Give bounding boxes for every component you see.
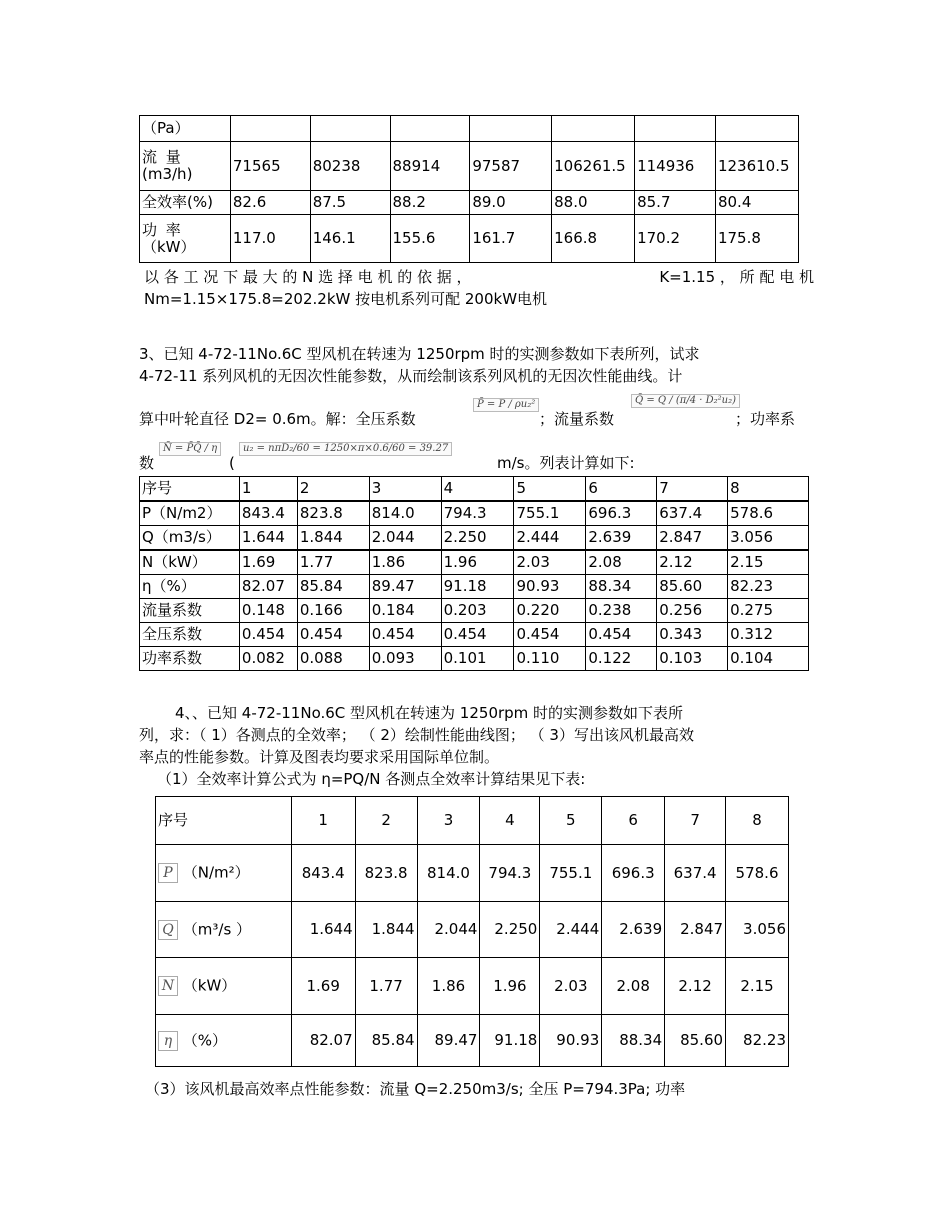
table-cell: 88.2: [390, 191, 470, 215]
para-line: 4-72-11 系列风机的无因次性能参数，从而绘制该系列风机的无因次性能曲线。计: [139, 367, 683, 385]
table-cell: 71565: [230, 142, 310, 191]
table-row: [140, 116, 799, 142]
table-cell: 2.03: [540, 958, 602, 1015]
table-cell: 82.23: [726, 1015, 789, 1067]
motor-selection-paragraph: [144, 266, 814, 310]
table-cell: 794.3: [480, 845, 540, 902]
table-cell: 0.238: [586, 599, 657, 623]
row-label: η（%）: [140, 575, 240, 599]
table-cell: 106261.5: [552, 142, 635, 191]
para-line: 率点的性能参数。计算及图表均要求采用国际单位制。: [139, 748, 500, 766]
table-cell: 155.6: [390, 215, 470, 263]
table-cell: 0.454: [297, 623, 369, 647]
table-cell: 1.77: [297, 550, 369, 575]
table-cell: 170.2: [635, 215, 716, 263]
table-cell: 161.7: [470, 215, 552, 263]
row-label: Q（m3/s）: [140, 526, 240, 551]
pressure-symbol-icon: P: [158, 863, 178, 883]
table-row: [140, 215, 799, 263]
table-cell: 2.847: [665, 902, 726, 958]
table-cell: 2.250: [480, 902, 540, 958]
table-cell: 0.220: [514, 599, 586, 623]
table-cell: 0.166: [297, 599, 369, 623]
table-cell: 88.34: [586, 575, 657, 599]
table-cell: 0.088: [297, 647, 369, 671]
table-cell: 80238: [310, 142, 390, 191]
problem-3-formula-line-1: [139, 395, 819, 438]
table-cell: [635, 116, 716, 142]
table-cell: 80.4: [715, 191, 798, 215]
table-row: [140, 647, 809, 671]
table-cell: [230, 116, 310, 142]
row-label: （Pa）: [140, 116, 231, 142]
problem-3-formula-line-2: [139, 443, 819, 476]
para-text: ；功率系: [735, 410, 796, 428]
para-text: 以 各 工 况 下 最 大 的 N 选 择 电 机 的 依 据 ，: [144, 268, 472, 286]
table-cell: 2.08: [586, 550, 657, 575]
row-label: N（kW）: [140, 550, 240, 575]
table-cell: 1.644: [239, 526, 297, 551]
table-cell: 85.84: [297, 575, 369, 599]
table-cell: 2.044: [417, 902, 480, 958]
unit-label: （m³/s ）: [182, 920, 252, 938]
para-text: K=1.15 ， 所 配 电 机: [659, 268, 814, 286]
table-cell: 2.12: [665, 958, 726, 1015]
para-line: 列，求：（ 1）各测点的全效率； （ 2）绘制性能曲线图； （ 3）写出该风机最高效: [139, 726, 694, 744]
table-row: [156, 1015, 789, 1067]
table-header: 4: [480, 797, 540, 845]
table-cell: 89.47: [417, 1015, 480, 1067]
tip-speed-formula: u₂ = nπD₂/60 = 1250×π×0.6/60 = 39.27: [239, 442, 452, 456]
motor-table: [139, 115, 799, 263]
table-cell: 0.110: [514, 647, 586, 671]
table-row: [140, 142, 799, 191]
table-cell: 794.3: [441, 501, 514, 526]
table-header: 5: [540, 797, 602, 845]
row-label: [140, 215, 231, 263]
table-cell: 2.08: [602, 958, 665, 1015]
table-cell: 696.3: [602, 845, 665, 902]
table-cell: 843.4: [239, 501, 297, 526]
table-cell: 97587: [470, 142, 552, 191]
table-cell: 0.454: [369, 623, 441, 647]
table-cell: 3.056: [726, 902, 789, 958]
row-label: 流量系数: [140, 599, 240, 623]
table-cell: 0.454: [586, 623, 657, 647]
row-label: [156, 958, 292, 1015]
table-cell: 0.454: [441, 623, 514, 647]
table-cell: 0.184: [369, 599, 441, 623]
table-cell: 637.4: [657, 501, 728, 526]
row-label: 全压系数: [140, 623, 240, 647]
table-header-row: [140, 477, 809, 502]
row-label: [156, 902, 292, 958]
table-cell: 89.47: [369, 575, 441, 599]
table-cell: 114936: [635, 142, 716, 191]
table-cell: 1.644: [291, 902, 355, 958]
table-cell: 1.86: [369, 550, 441, 575]
table-cell: 1.77: [355, 958, 417, 1015]
table-cell: 87.5: [310, 191, 390, 215]
row-label: [140, 142, 231, 191]
table-row: [156, 845, 789, 902]
table-cell: 637.4: [665, 845, 726, 902]
para-line: Nm=1.15×175.8=202.2kW 按电机系列可配 200kW电机: [144, 290, 548, 308]
unit-label: （kW）: [182, 976, 237, 995]
table-cell: 2.847: [657, 526, 728, 551]
table-row: [156, 902, 789, 958]
para-line: [144, 266, 814, 288]
table-cell: 0.101: [441, 647, 514, 671]
table-cell: 755.1: [514, 501, 586, 526]
row-label: 功率系数: [140, 647, 240, 671]
table-cell: 85.60: [665, 1015, 726, 1067]
table-cell: 166.8: [552, 215, 635, 263]
para-line: （1）全效率计算公式为 η=PQ/N 各测点全效率计算结果见下表:: [157, 770, 586, 788]
table-cell: 90.93: [514, 575, 586, 599]
table-header: 7: [657, 477, 728, 502]
table-cell: 823.8: [297, 501, 369, 526]
table-header: 3: [417, 797, 480, 845]
table-header: 5: [514, 477, 586, 502]
table-cell: 0.454: [239, 623, 297, 647]
table-row: [140, 191, 799, 215]
power-coefficient-formula: N̄ = P̄Q̄ / η: [159, 442, 221, 456]
table-cell: 1.69: [291, 958, 355, 1015]
table-row: [140, 599, 809, 623]
table-cell: 89.0: [470, 191, 552, 215]
efficiency-table: [155, 796, 789, 1067]
para-text: 数: [139, 454, 155, 472]
para-line: 4、、已知 4-72-11No.6C 型风机在转速为 1250rpm 时的实测参数如下表所: [175, 704, 684, 722]
table-cell: 85.60: [657, 575, 728, 599]
table-header: 序号: [156, 797, 292, 845]
table-cell: [715, 116, 798, 142]
table-cell: 2.12: [657, 550, 728, 575]
table-row: [140, 501, 809, 526]
dimensionless-table: [139, 476, 809, 671]
table-header: 4: [441, 477, 514, 502]
table-header: 序号: [140, 477, 240, 502]
table-header: 2: [297, 477, 369, 502]
table-cell: 696.3: [586, 501, 657, 526]
table-cell: 2.03: [514, 550, 586, 575]
table-cell: 2.639: [602, 902, 665, 958]
table-header: 8: [726, 797, 789, 845]
pressure-coefficient-formula: P̄ = P / ρu₂²: [473, 398, 539, 412]
table-cell: 1.844: [297, 526, 369, 551]
table-cell: 2.250: [441, 526, 514, 551]
table-cell: 88.0: [552, 191, 635, 215]
table-cell: 3.056: [728, 526, 809, 551]
table-cell: 175.8: [715, 215, 798, 263]
label-line: （kW）: [142, 237, 196, 256]
table-cell: 82.07: [239, 575, 297, 599]
table-header: 2: [355, 797, 417, 845]
table-cell: 0.343: [657, 623, 728, 647]
table-cell: 1.69: [239, 550, 297, 575]
table-row: [140, 623, 809, 647]
row-label: [156, 845, 292, 902]
table-header: 1: [291, 797, 355, 845]
table-cell: 2.444: [514, 526, 586, 551]
table-cell: 85.7: [635, 191, 716, 215]
table-cell: 88.34: [602, 1015, 665, 1067]
table-cell: 578.6: [728, 501, 809, 526]
table-cell: 91.18: [480, 1015, 540, 1067]
best-efficiency-summary: （3）该风机最高效率点性能参数：流量 Q=2.250m3/s; 全压 P=794.3Pa; 功率: [145, 1080, 686, 1098]
row-label: 全效率(%): [140, 191, 231, 215]
table-cell: 843.4: [291, 845, 355, 902]
table-cell: [552, 116, 635, 142]
table-cell: 0.275: [728, 599, 809, 623]
table-header: 1: [239, 477, 297, 502]
table-cell: 2.444: [540, 902, 602, 958]
table-cell: 90.93: [540, 1015, 602, 1067]
table-cell: 123610.5: [715, 142, 798, 191]
flow-symbol-icon: Q: [158, 920, 178, 940]
table-cell: 82.23: [728, 575, 809, 599]
para-text: 算中叶轮直径 D2= 0.6m。解：全压系数: [139, 410, 416, 428]
table-header: 3: [369, 477, 441, 502]
table-cell: 0.148: [239, 599, 297, 623]
table-row: [140, 526, 809, 551]
table-cell: 0.103: [657, 647, 728, 671]
table-header: 7: [665, 797, 726, 845]
table-cell: 117.0: [230, 215, 310, 263]
table-cell: 2.639: [586, 526, 657, 551]
table-row: [156, 958, 789, 1015]
table-cell: 0.312: [728, 623, 809, 647]
table-cell: 2.044: [369, 526, 441, 551]
table-cell: 578.6: [726, 845, 789, 902]
table-cell: 814.0: [369, 501, 441, 526]
row-label: [156, 1015, 292, 1067]
flow-coefficient-formula: Q̄ = Q / (π/4 · D₂²u₂): [631, 394, 740, 408]
table-cell: 0.093: [369, 647, 441, 671]
power-symbol-icon: N: [158, 976, 178, 996]
table-cell: 814.0: [417, 845, 480, 902]
table-header: 8: [728, 477, 809, 502]
table-cell: 1.96: [480, 958, 540, 1015]
table-cell: 823.8: [355, 845, 417, 902]
label-line: 流 量: [142, 148, 183, 166]
unit-label: （%）: [182, 1031, 228, 1049]
table-header: 6: [602, 797, 665, 845]
problem-3-text: [139, 343, 819, 387]
table-cell: 82.6: [230, 191, 310, 215]
table-cell: 0.122: [586, 647, 657, 671]
table-cell: [310, 116, 390, 142]
efficiency-symbol-icon: η: [158, 1031, 178, 1051]
row-label: P（N/m2）: [140, 501, 240, 526]
table-cell: 91.18: [441, 575, 514, 599]
table-cell: 146.1: [310, 215, 390, 263]
table-cell: 1.844: [355, 902, 417, 958]
table-cell: 1.96: [441, 550, 514, 575]
table-cell: 85.84: [355, 1015, 417, 1067]
table-cell: 0.104: [728, 647, 809, 671]
table-cell: 2.15: [728, 550, 809, 575]
label-line: (m3/h): [142, 165, 193, 183]
table-cell: [390, 116, 470, 142]
table-header-row: [156, 797, 789, 845]
problem-4-text: [139, 702, 819, 790]
table-row: [140, 550, 809, 575]
table-cell: 0.203: [441, 599, 514, 623]
table-cell: [470, 116, 552, 142]
table-cell: 88914: [390, 142, 470, 191]
table-cell: 0.082: [239, 647, 297, 671]
para-text: (: [229, 454, 235, 472]
unit-label: （N/m²）: [182, 863, 250, 882]
para-text: m/s。列表计算如下:: [497, 454, 635, 472]
table-cell: 2.15: [726, 958, 789, 1015]
para-text: ；流量系数: [539, 410, 615, 428]
table-cell: 0.454: [514, 623, 586, 647]
para-line: 3、已知 4-72-11No.6C 型风机在转速为 1250rpm 时的实测参数如下表所列，试求: [139, 345, 700, 363]
label-line: 功 率: [142, 220, 183, 239]
table-header: 6: [586, 477, 657, 502]
table-cell: 82.07: [291, 1015, 355, 1067]
table-cell: 1.86: [417, 958, 480, 1015]
table-cell: 755.1: [540, 845, 602, 902]
table-cell: 0.256: [657, 599, 728, 623]
table-row: [140, 575, 809, 599]
